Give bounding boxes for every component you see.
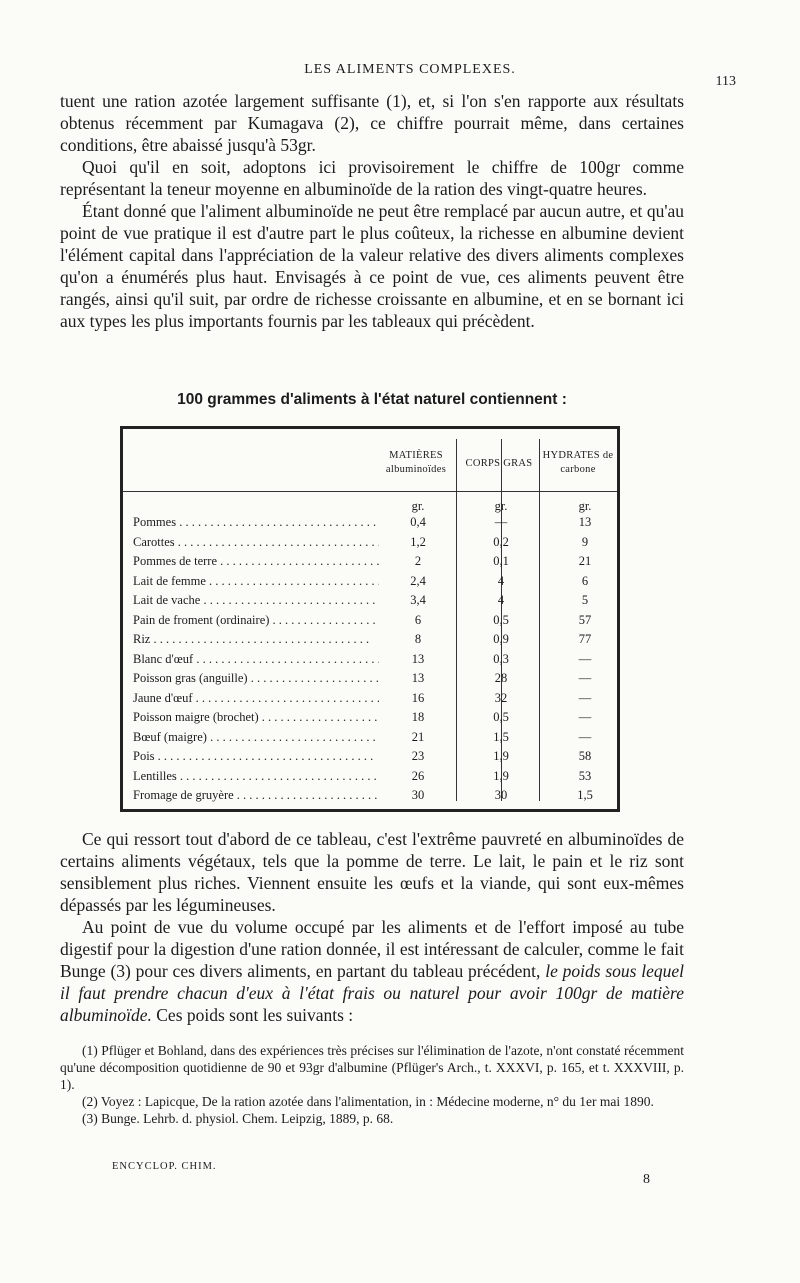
- food-name: Pommes de terre . . .: [133, 554, 379, 569]
- food-name: Bœuf (maigre) . . .: [133, 730, 379, 745]
- albumin-value: 8: [382, 632, 454, 647]
- carbs-value: 5: [581, 593, 589, 607]
- table-row: [133, 554, 613, 574]
- carbs-value: 6: [581, 573, 589, 588]
- table-row: [133, 593, 613, 613]
- albumin-value: 16: [382, 691, 454, 706]
- paragraph: Quoi qu'il en soit, adoptons ici provisoirement le chiffre de 100gr comme représentant la teneur moyenne en albuminoïde de la ration des vingt-quatre heures.: [60, 157, 684, 199]
- table-row: [133, 613, 613, 633]
- fat-value: 28: [494, 671, 508, 685]
- carbs-value: 53: [578, 768, 592, 783]
- footnote-3: (3) Bunge. Lehrb. d. physiol. Chem. Leipzig, 1889, p. 68.: [82, 1111, 394, 1126]
- paragraph: Ce qui ressort tout d'abord de ce tableau, c'est l'extrême pauvreté en albuminoïdes de certains aliments végétaux, tels que la pomme de terre. Le lait, le pain et le riz sont sensiblement plus riches. Viennent ensuite les œufs et la viande, qui sont eux-mêmes dépassés par les légumineuses.: [60, 829, 684, 915]
- table-row: [133, 671, 613, 691]
- fat-value: 1,9: [493, 768, 509, 783]
- table-row: [133, 749, 613, 769]
- carbs-value: 9: [581, 534, 589, 549]
- footnotes: [60, 1042, 684, 1127]
- sheet-number: 8: [643, 1172, 650, 1187]
- carbs-value: 57: [578, 612, 592, 627]
- table-row: [133, 574, 613, 594]
- fat-value: 1,9: [493, 749, 509, 763]
- carbs-value: 1,5: [577, 788, 593, 802]
- food-name: Poisson gras (anguille) . . .: [133, 671, 379, 686]
- nutrition-table: [120, 426, 620, 812]
- table-row: [133, 535, 613, 555]
- carbs-value: —: [578, 671, 592, 685]
- fat-value: 4: [497, 593, 505, 607]
- fat-value: 0,5: [493, 710, 509, 724]
- food-name: Poisson maigre (brochet) . . .: [133, 710, 379, 725]
- running-head: LES ALIMENTS COMPLEXES.: [304, 62, 516, 77]
- fat-value: 0,1: [493, 554, 509, 568]
- albumin-value: 2: [382, 554, 454, 569]
- unit-label: gr.: [411, 499, 425, 513]
- food-name: Lentilles . . .: [133, 769, 379, 784]
- unit-label: gr.: [494, 499, 508, 513]
- fat-value: 0,2: [493, 534, 509, 549]
- footnote-2: (2) Voyez : Lapicque, De la ration azotée dans l'alimentation, in : Médecine moderne, n° du 1er mai 1890.: [82, 1094, 654, 1109]
- table-row: [133, 632, 613, 652]
- food-name: Lait de vache . . .: [133, 593, 379, 608]
- albumin-value: 3,4: [382, 593, 454, 608]
- header-albumin: MATIÈRES albuminoïdes: [385, 450, 447, 475]
- food-name: Pommes . . .: [133, 515, 379, 530]
- table-row: [133, 730, 613, 750]
- fat-value: 32: [494, 690, 508, 705]
- paragraph: Étant donné que l'aliment albuminoïde ne peut être remplacé par aucun autre, et qu'au point de vue pratique il est d'autre part le plus coûteux, la richesse en albumine devient l'élément capital dans l'appréciation de la valeur relative des divers aliments complexes qu'on a énumérés plus haut. Envisagés à ce point de vue, ces aliments peuvent être rangés, ainsi qu'il suit, par ordre de richesse croissante en albumine, et en se bornant ici aux types les plus importants fournis par les tableaux qui précèdent.: [60, 201, 684, 331]
- albumin-value: 0,4: [382, 515, 454, 530]
- table-row: [133, 652, 613, 672]
- albumin-value: 2,4: [382, 574, 454, 589]
- food-name: Pain de froment (ordinaire) . . .: [133, 613, 379, 628]
- food-name: Blanc d'œuf . . .: [133, 652, 379, 667]
- table-row: [133, 788, 613, 808]
- carbs-value: —: [578, 651, 592, 666]
- commentary-text: [60, 828, 684, 1026]
- paragraph-emphasis: le poids sous lequel il faut prendre chacun d'eux à l'état frais ou naturel pour avoir 100gr de matière albuminoïde.: [60, 961, 685, 1025]
- table-caption: 100 grammes d'aliments à l'état naturel contiennent :: [177, 391, 567, 408]
- carbs-value: —: [578, 710, 592, 724]
- header-carbs: HYDRATES de carbone: [542, 450, 614, 475]
- albumin-value: 30: [382, 788, 454, 803]
- carbs-value: —: [578, 690, 592, 705]
- albumin-value: 1,2: [382, 535, 454, 550]
- albumin-value: 13: [382, 652, 454, 667]
- food-name: Pois . . .: [133, 749, 379, 764]
- fat-value: 0,9: [493, 632, 509, 646]
- header-fat: CORPS GRAS: [465, 458, 533, 469]
- paragraph-start: Au point de vue du volume occupé par les aliments et de l'effort imposé au tube digestif pour la digestion d'une ration donnée, il est intéressant de calculer, comme le fait Bunge (3) pour ces divers aliments, en partant du tableau précédent,: [60, 917, 684, 981]
- table-row: [133, 691, 613, 711]
- albumin-value: 26: [382, 769, 454, 784]
- table-row: [133, 710, 613, 730]
- table-row: [133, 769, 613, 789]
- albumin-value: 13: [382, 671, 454, 686]
- printer-signature: ENCYCLOP. CHIM.: [112, 1161, 217, 1172]
- albumin-value: 18: [382, 710, 454, 725]
- fat-value: 4: [497, 573, 505, 588]
- carbs-value: 21: [578, 554, 592, 568]
- unit-label: gr.: [578, 499, 592, 513]
- paragraph: [60, 916, 684, 1026]
- carbs-value: 77: [578, 632, 592, 646]
- intro-text: [60, 90, 684, 332]
- carbs-value: 13: [578, 515, 592, 529]
- carbs-value: —: [578, 729, 592, 744]
- fat-value: 0,5: [493, 612, 509, 627]
- albumin-value: 21: [382, 730, 454, 745]
- header-rule: [123, 491, 617, 492]
- table-body: [133, 515, 613, 808]
- fat-value: —: [494, 515, 508, 529]
- food-name: Jaune d'œuf . . .: [133, 691, 379, 706]
- albumin-value: 23: [382, 749, 454, 764]
- food-name: Fromage de gruyère . . .: [133, 788, 379, 803]
- food-name: Carottes . . .: [133, 535, 379, 550]
- fat-value: 0,3: [493, 651, 509, 666]
- fat-value: 30: [494, 788, 508, 802]
- table-row: [133, 515, 613, 535]
- carbs-value: 58: [578, 749, 592, 763]
- albumin-value: 6: [382, 613, 454, 628]
- footnote-1: (1) Pflüger et Bohland, dans des expériences très précises sur l'élimination de l'azote, n'ont constaté récemment qu'une décomposition quotidienne de 90 et 93gr d'albumine (Pflüger's Arch., t. XXXVI, p. 165, et t. XXXVIII, p. 1).: [60, 1043, 684, 1092]
- paragraph: tuent une ration azotée largement suffisante (1), et, si l'on s'en rapporte aux résultats obtenus récemment par Kumagava (2), ce chiffre pourrait même, dans certaines conditions, être abaissé jusqu'à 53gr.: [60, 91, 684, 155]
- food-name: Riz . . .: [133, 632, 379, 647]
- paragraph-end: Ces poids sont les suivants :: [156, 1005, 354, 1025]
- food-name: Lait de femme . . .: [133, 574, 379, 589]
- fat-value: 1,5: [493, 729, 509, 744]
- page-number: 113: [715, 74, 736, 89]
